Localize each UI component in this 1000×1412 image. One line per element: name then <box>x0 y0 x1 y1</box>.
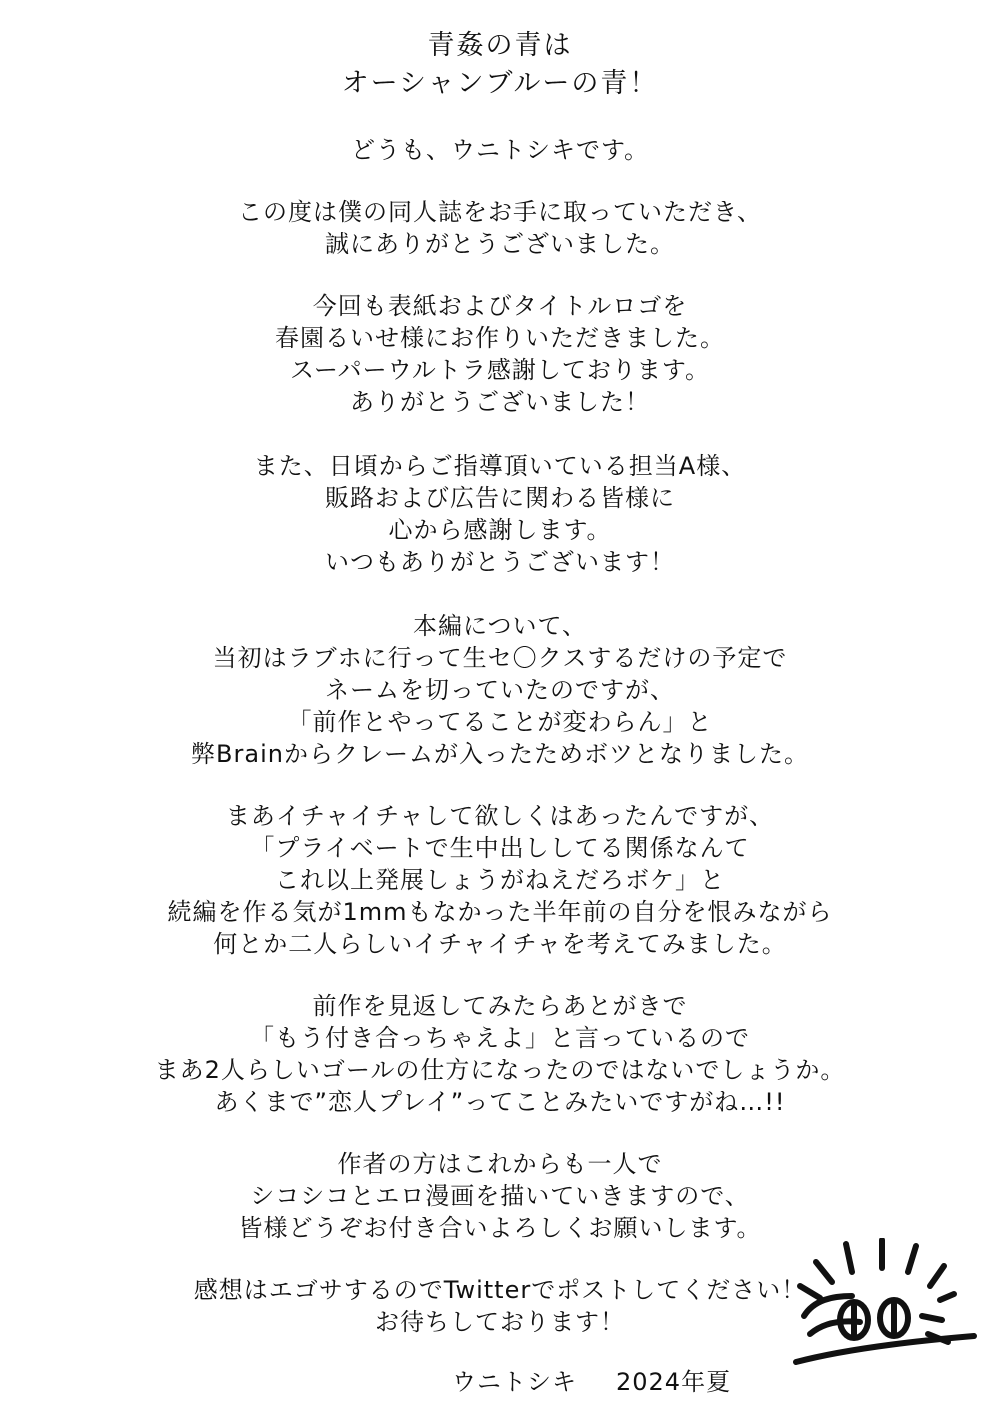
cheek-stroke <box>922 1316 942 1320</box>
ray-line <box>800 1286 820 1298</box>
author-plan-line-2: シコシコとエロ漫画を描いていきますので、 <box>250 1182 750 1210</box>
previous-work-line-1: 前作を見返してみたらあとがきで <box>312 992 688 1020</box>
cover-credit-line-2: 春園るいせ様にお作りいただきました。 <box>275 324 725 352</box>
ray-line <box>940 1294 954 1300</box>
title-line-1: 青姦の青は <box>427 30 573 61</box>
ray-line <box>908 1246 916 1272</box>
thanks-line-1: この度は僕の同人誌をお手に取っていただき、 <box>237 198 763 226</box>
ray-line <box>846 1244 852 1272</box>
story-line-5: 弊Brainからクレームが入ったためボツとなりました。 <box>191 740 809 768</box>
staff-thanks-line-1: また、日頃からご指導頂いている担当A様、 <box>253 452 747 480</box>
cover-credit-line-3: スーパーウルトラ感謝しております。 <box>290 356 710 384</box>
feedback-line-2: お待ちしております！ <box>375 1308 625 1336</box>
thanks-line-2: 誠にありがとうございました。 <box>325 230 675 258</box>
sequel-line-4: 続編を作る気が1mmもなかった半年前の自分を恨みながら <box>167 898 833 926</box>
ray-line <box>930 1266 944 1286</box>
underline-stroke <box>796 1336 974 1362</box>
staff-thanks-line-2: 販路および広告に関わる皆様に <box>325 484 675 512</box>
previous-work-line-3: まあ2人らしいゴールの仕方になったのではないでしょうか。 <box>154 1056 846 1084</box>
greeting-line: どうも、ウニトシキです。 <box>350 136 650 164</box>
story-line-3: ネームを切っていたのですが、 <box>325 676 675 704</box>
author-plan-line-1: 作者の方はこれからも一人で <box>337 1150 663 1178</box>
sequel-line-3: これ以上発展しょうがねえだろボケ」と <box>275 866 725 894</box>
story-line-2: 当初はラブホに行って生セ〇クスするだけの予定で <box>212 644 788 672</box>
feedback-line-1: 感想はエゴサするのでTwitterでポストしてください！ <box>193 1276 807 1304</box>
cover-credit-line-1: 今回も表紙およびタイトルロゴを <box>312 292 688 320</box>
story-line-4: 「前作とやってることが変わらん」と <box>287 708 713 736</box>
ray-line <box>816 1262 832 1282</box>
staff-thanks-line-4: いつもありがとうございます！ <box>325 548 675 576</box>
cover-credit-line-4: ありがとうございました！ <box>350 388 650 416</box>
author-plan-line-3: 皆様どうぞお付き合いよろしくお願いします。 <box>238 1214 762 1242</box>
sequel-line-2: 「プライベートで生中出ししてる関係なんて <box>250 834 750 862</box>
previous-work-line-2: 「もう付き合っちゃえよ」と言っているので <box>250 1024 750 1052</box>
signature-author: ウニトシキ <box>452 1368 577 1396</box>
signature-date: 2024年夏 <box>616 1368 732 1396</box>
sequel-line-1: まあイチャイチャして欲しくはあったんですが、 <box>225 802 775 830</box>
title-line-2: オーシャンブルーの青！ <box>341 68 659 99</box>
story-line-1: 本編について、 <box>412 612 588 640</box>
smiling-eyes-sunburst-doodle-icon <box>782 1238 982 1368</box>
sequel-line-5: 何とか二人らしいイチャイチャを考えてみました。 <box>213 930 787 958</box>
staff-thanks-line-3: 心から感謝します。 <box>388 516 612 544</box>
previous-work-line-4: あくまで”恋人プレイ”ってことみたいですがね…!! <box>214 1088 786 1116</box>
